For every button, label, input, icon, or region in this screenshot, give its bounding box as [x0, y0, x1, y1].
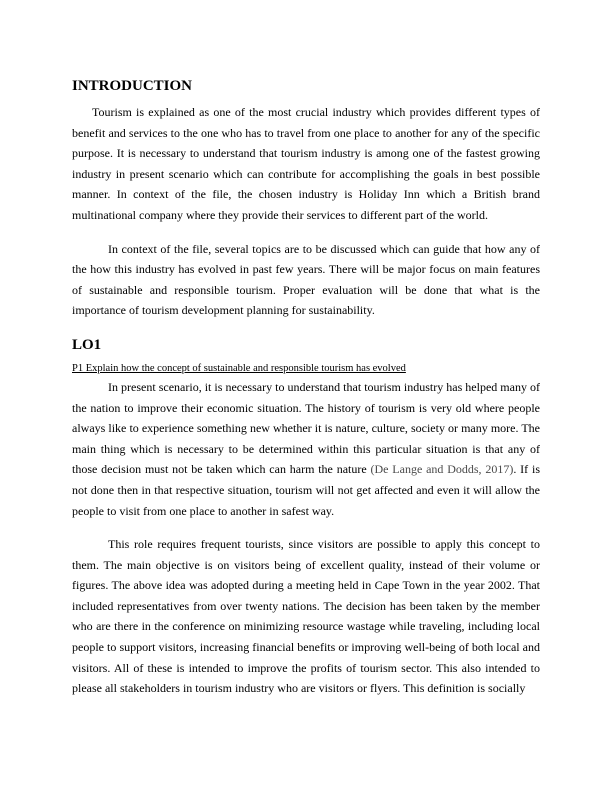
citation: (De Lange and Dodds, 2017): [370, 462, 514, 477]
introduction-heading: INTRODUCTION: [72, 78, 193, 94]
page-content: [72, 76, 540, 699]
lo1-para1-text-a: In present scenario, it is necessary to understand that tourism industry has helped many of the nation to improve their economic situation. The history of tourism is very old where people always like to experience something new whether it is nature, culture, society or many more. The main thing which is necessary to be determined within this particular situation is that any of those decision must not be taken which can harm the nature: [72, 379, 540, 477]
intro-paragraph-2: In context of the file, several topics are to be discussed which can guide that how any of the how this industry has evolved in past few years. There will be major focus on main features of sustainable and responsible tourism. Proper evaluation will be done that what is the importance of tourism development planning for sustainability.: [72, 241, 540, 318]
intro-paragraph-1: Tourism is explained as one of the most crucial industry which provides different types of benefit and services to the one who has to travel from one place to another for any of the specific purpose. It is necessary to understand that tourism industry is among one of the fastest growing industry in present scenario which can contribute for accomplishing the goals in best possible manner. In context of the file, the chosen industry is Holiday Inn which a British brand multinational company where they provide their services to different part of the world.: [72, 105, 540, 222]
lo1-para1-text-b: . If is not done then in that respective situation, tourism will not get affected and even it will allow the people to visit from one place to another in safest way.: [72, 462, 540, 518]
lo1-paragraph-1: [72, 377, 540, 521]
lo1-heading: LO1: [72, 336, 102, 353]
p1-subheading: P1 Explain how the concept of sustainable and responsible tourism has evolved: [72, 362, 406, 374]
lo1-paragraph-2: This role requires frequent tourists, since visitors are possible to apply this concept to them. The main objective is on visitors being of excellent quality, instead of their volume or figures. The above idea was adopted during a meeting held in Cape Town in the year 2002. That included representatives from over twenty nations. The decision has been taken by the member who are there in the conference on minimizing resource wastage while traveling, including local people to support visitors, increasing financial benefits or improving well-being of both local and visitors. All of these is intended to improve the profits of tourism sector. This also intended to please all stakeholders in tourism industry who are visitors or flyers. This definition is socially: [72, 537, 540, 696]
